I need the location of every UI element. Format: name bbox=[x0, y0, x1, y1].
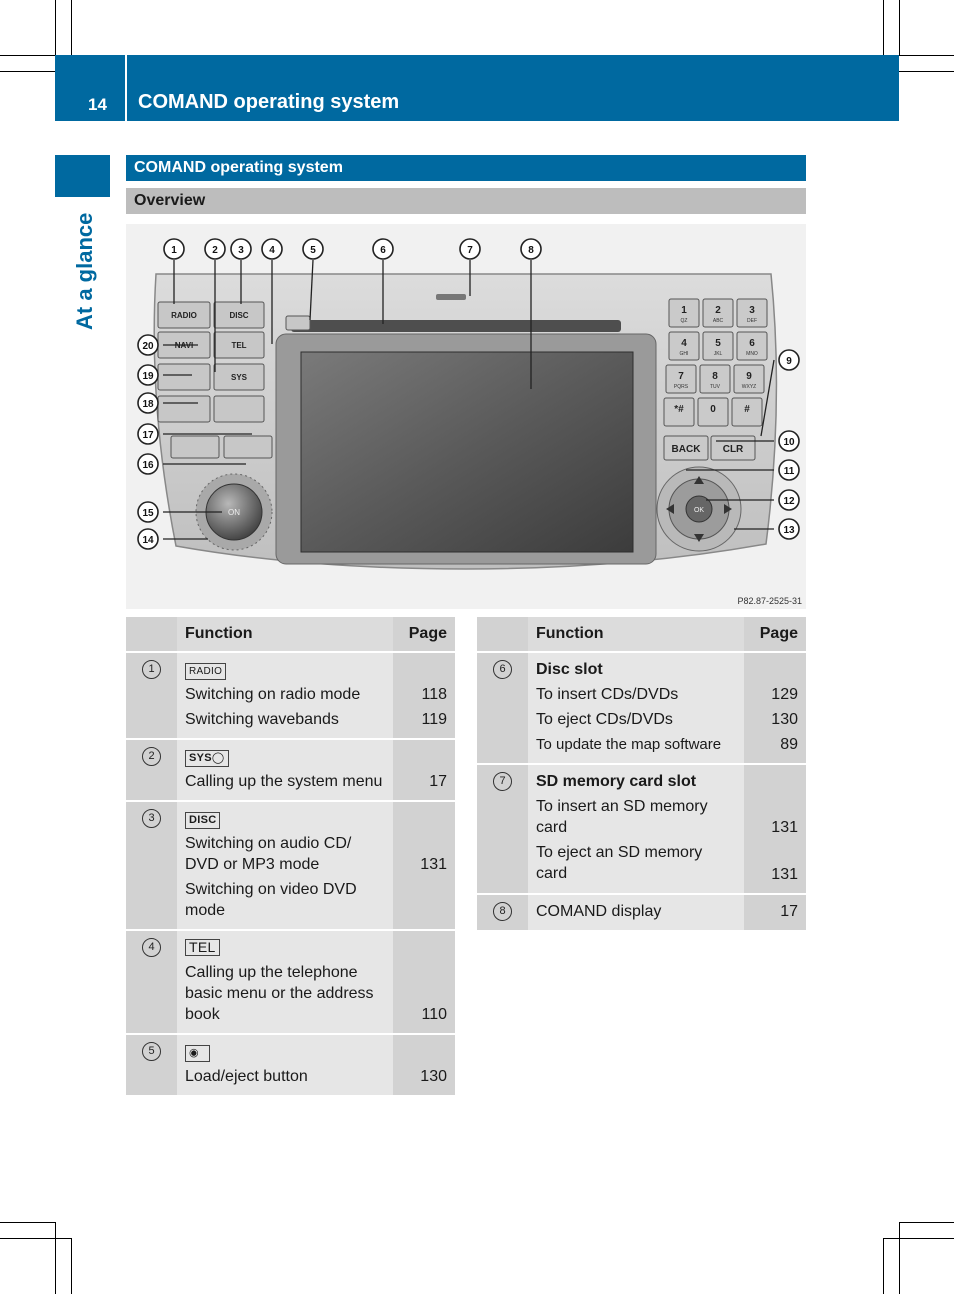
clr-key: CLR bbox=[722, 444, 744, 455]
page-ref: 17 bbox=[780, 903, 798, 920]
keypad-sub-label: TUV bbox=[710, 384, 720, 390]
section-subtitle: Overview bbox=[126, 188, 806, 214]
page-ref: 110 bbox=[421, 1006, 447, 1023]
crop-mark bbox=[899, 71, 954, 72]
callout-number: 11 bbox=[783, 466, 795, 477]
image-code: P82.87-2525-31 bbox=[737, 596, 802, 606]
tel-button-icon: TEL bbox=[185, 939, 220, 956]
callout-number: 3 bbox=[238, 245, 244, 256]
col-header-function: Function bbox=[177, 617, 393, 652]
crop-mark bbox=[71, 0, 72, 55]
page-ref: 131 bbox=[771, 866, 798, 883]
sys-key: SYS bbox=[230, 373, 248, 382]
table-row bbox=[477, 764, 806, 894]
callout-number: 5 bbox=[310, 245, 316, 256]
page-ref: 129 bbox=[771, 686, 798, 703]
callout-number: 12 bbox=[783, 496, 795, 507]
crop-mark bbox=[883, 0, 884, 55]
crop-mark bbox=[899, 55, 954, 56]
callout-number: 10 bbox=[783, 437, 795, 448]
function-text: To update the map software bbox=[536, 736, 722, 753]
callout-number: 1 bbox=[171, 245, 177, 256]
function-text: Switching on video DVD mode bbox=[185, 881, 357, 919]
callout-number: 6 bbox=[380, 245, 386, 256]
keypad-sub-label: QZ bbox=[680, 318, 688, 324]
keypad-key: 9 bbox=[746, 371, 752, 382]
callout-number: 9 bbox=[786, 356, 792, 367]
page-ref: 131 bbox=[420, 856, 447, 873]
callout-number: 14 bbox=[142, 535, 154, 546]
row-number: 2 bbox=[142, 747, 161, 766]
col-header-function: Function bbox=[528, 617, 744, 652]
function-text: Switching on radio mode bbox=[185, 686, 361, 703]
crop-mark bbox=[0, 71, 55, 72]
callout-number: 7 bbox=[467, 245, 473, 256]
row-number: 4 bbox=[142, 938, 161, 957]
row-number: 3 bbox=[142, 809, 161, 828]
page-ref: 119 bbox=[421, 711, 447, 728]
on-knob-label: ON bbox=[228, 508, 240, 517]
keypad-sub-label: ABC bbox=[712, 318, 724, 324]
keypad-sub-label: GHI bbox=[679, 351, 689, 357]
keypad-key: 8 bbox=[712, 371, 718, 382]
header-divider bbox=[125, 55, 127, 121]
keypad-key: # bbox=[744, 404, 750, 415]
radio-key: RADIO bbox=[171, 311, 197, 320]
keypad-key: *# bbox=[674, 404, 684, 415]
col-header-page: Page bbox=[744, 617, 806, 652]
row-number: 5 bbox=[142, 1042, 161, 1061]
row-number: 8 bbox=[493, 902, 512, 921]
page-header bbox=[55, 55, 899, 121]
header-title: COMAND operating system bbox=[138, 91, 400, 113]
navi-key: NAVI bbox=[174, 341, 194, 350]
keypad-sub-label: WXYZ bbox=[741, 384, 757, 390]
function-text: To eject an SD memory card bbox=[536, 844, 703, 882]
keypad-key: 7 bbox=[678, 371, 684, 382]
keypad-key: 3 bbox=[749, 305, 755, 316]
crop-mark bbox=[55, 1222, 56, 1294]
callout-number: 8 bbox=[528, 245, 534, 256]
keypad-sub-label: DEF bbox=[747, 318, 757, 324]
function-heading: Disc slot bbox=[536, 661, 603, 678]
keypad-key: 1 bbox=[681, 305, 687, 316]
keypad-key: 6 bbox=[749, 338, 755, 349]
row-number: 6 bbox=[493, 660, 512, 679]
function-text: Load/eject button bbox=[185, 1068, 308, 1085]
function-heading: SD memory card slot bbox=[536, 773, 697, 790]
callout-number: 17 bbox=[142, 430, 154, 441]
keypad-key: 0 bbox=[710, 404, 716, 415]
crop-mark bbox=[899, 1222, 954, 1223]
ok-button-label: OK bbox=[693, 507, 705, 514]
row-number: 1 bbox=[142, 660, 161, 679]
table-row bbox=[126, 801, 455, 930]
crop-mark bbox=[883, 1238, 884, 1294]
keypad-sub-label: PQRS bbox=[673, 384, 689, 390]
crop-mark bbox=[0, 1238, 71, 1239]
tel-key: TEL bbox=[231, 341, 247, 350]
crop-mark bbox=[55, 0, 56, 55]
page-ref: 17 bbox=[429, 773, 447, 790]
function-text: To eject CDs/DVDs bbox=[536, 711, 673, 728]
col-header-page: Page bbox=[393, 617, 455, 652]
callout-number: 18 bbox=[142, 399, 154, 410]
callout-number: 15 bbox=[142, 508, 154, 519]
keypad-key: 5 bbox=[715, 338, 721, 349]
page-ref: 130 bbox=[771, 711, 798, 728]
load-eject-button-icon: ◉ bbox=[185, 1045, 210, 1062]
section-title: COMAND operating system bbox=[126, 155, 806, 181]
crop-mark bbox=[883, 1238, 954, 1239]
keypad-key: 4 bbox=[681, 338, 687, 349]
page-ref: 130 bbox=[420, 1068, 447, 1085]
page-ref: 89 bbox=[780, 736, 798, 753]
table-row bbox=[126, 1034, 455, 1096]
function-text: To insert CDs/DVDs bbox=[536, 686, 679, 703]
page-number: 14 bbox=[88, 95, 107, 114]
table-row bbox=[477, 894, 806, 931]
sys-key-label: SYS bbox=[189, 752, 212, 764]
page-ref: 131 bbox=[771, 819, 798, 836]
radio-button-icon: RADIO bbox=[185, 663, 226, 680]
back-key: BACK bbox=[671, 444, 701, 455]
callout-number: 19 bbox=[142, 371, 154, 382]
table-row bbox=[126, 652, 455, 739]
keypad-key: 2 bbox=[715, 305, 721, 316]
sys-button-icon: SYS◯ bbox=[185, 750, 229, 767]
keypad-sub-label: JKL bbox=[713, 351, 723, 357]
comand-unit-photo bbox=[126, 224, 806, 609]
function-text: COMAND display bbox=[536, 903, 662, 920]
callout-number: 16 bbox=[142, 460, 154, 471]
disc-button-icon: DISC bbox=[185, 812, 220, 829]
row-number: 7 bbox=[493, 772, 512, 791]
crop-mark bbox=[0, 55, 55, 56]
keypad-sub-label: MNO bbox=[746, 351, 758, 357]
crop-mark bbox=[0, 1222, 55, 1223]
crop-mark bbox=[71, 1238, 72, 1294]
function-text: To insert an SD memory card bbox=[536, 798, 708, 836]
function-text: Calling up the telephone basic menu or the address book bbox=[185, 964, 374, 1023]
disc-key: DISC bbox=[229, 311, 249, 320]
table-row bbox=[126, 930, 455, 1034]
function-table-left bbox=[126, 617, 455, 1097]
callout-number: 20 bbox=[142, 341, 154, 352]
function-text: Switching on audio CD/ DVD or MP3 mode bbox=[185, 835, 352, 873]
callout-number: 4 bbox=[269, 245, 275, 256]
crop-mark bbox=[899, 1222, 900, 1294]
col-header-num bbox=[477, 617, 528, 652]
callout-number: 13 bbox=[783, 525, 795, 536]
function-table-right bbox=[477, 617, 806, 932]
page-ref: 118 bbox=[421, 686, 447, 703]
function-text: Calling up the system menu bbox=[185, 773, 383, 790]
crop-mark bbox=[899, 0, 900, 55]
table-row bbox=[477, 652, 806, 764]
col-header-num bbox=[126, 617, 177, 652]
side-tab-label: At a glance bbox=[72, 212, 97, 330]
function-text: Switching wavebands bbox=[185, 711, 339, 728]
table-row bbox=[126, 739, 455, 801]
callout-number: 2 bbox=[212, 245, 218, 256]
